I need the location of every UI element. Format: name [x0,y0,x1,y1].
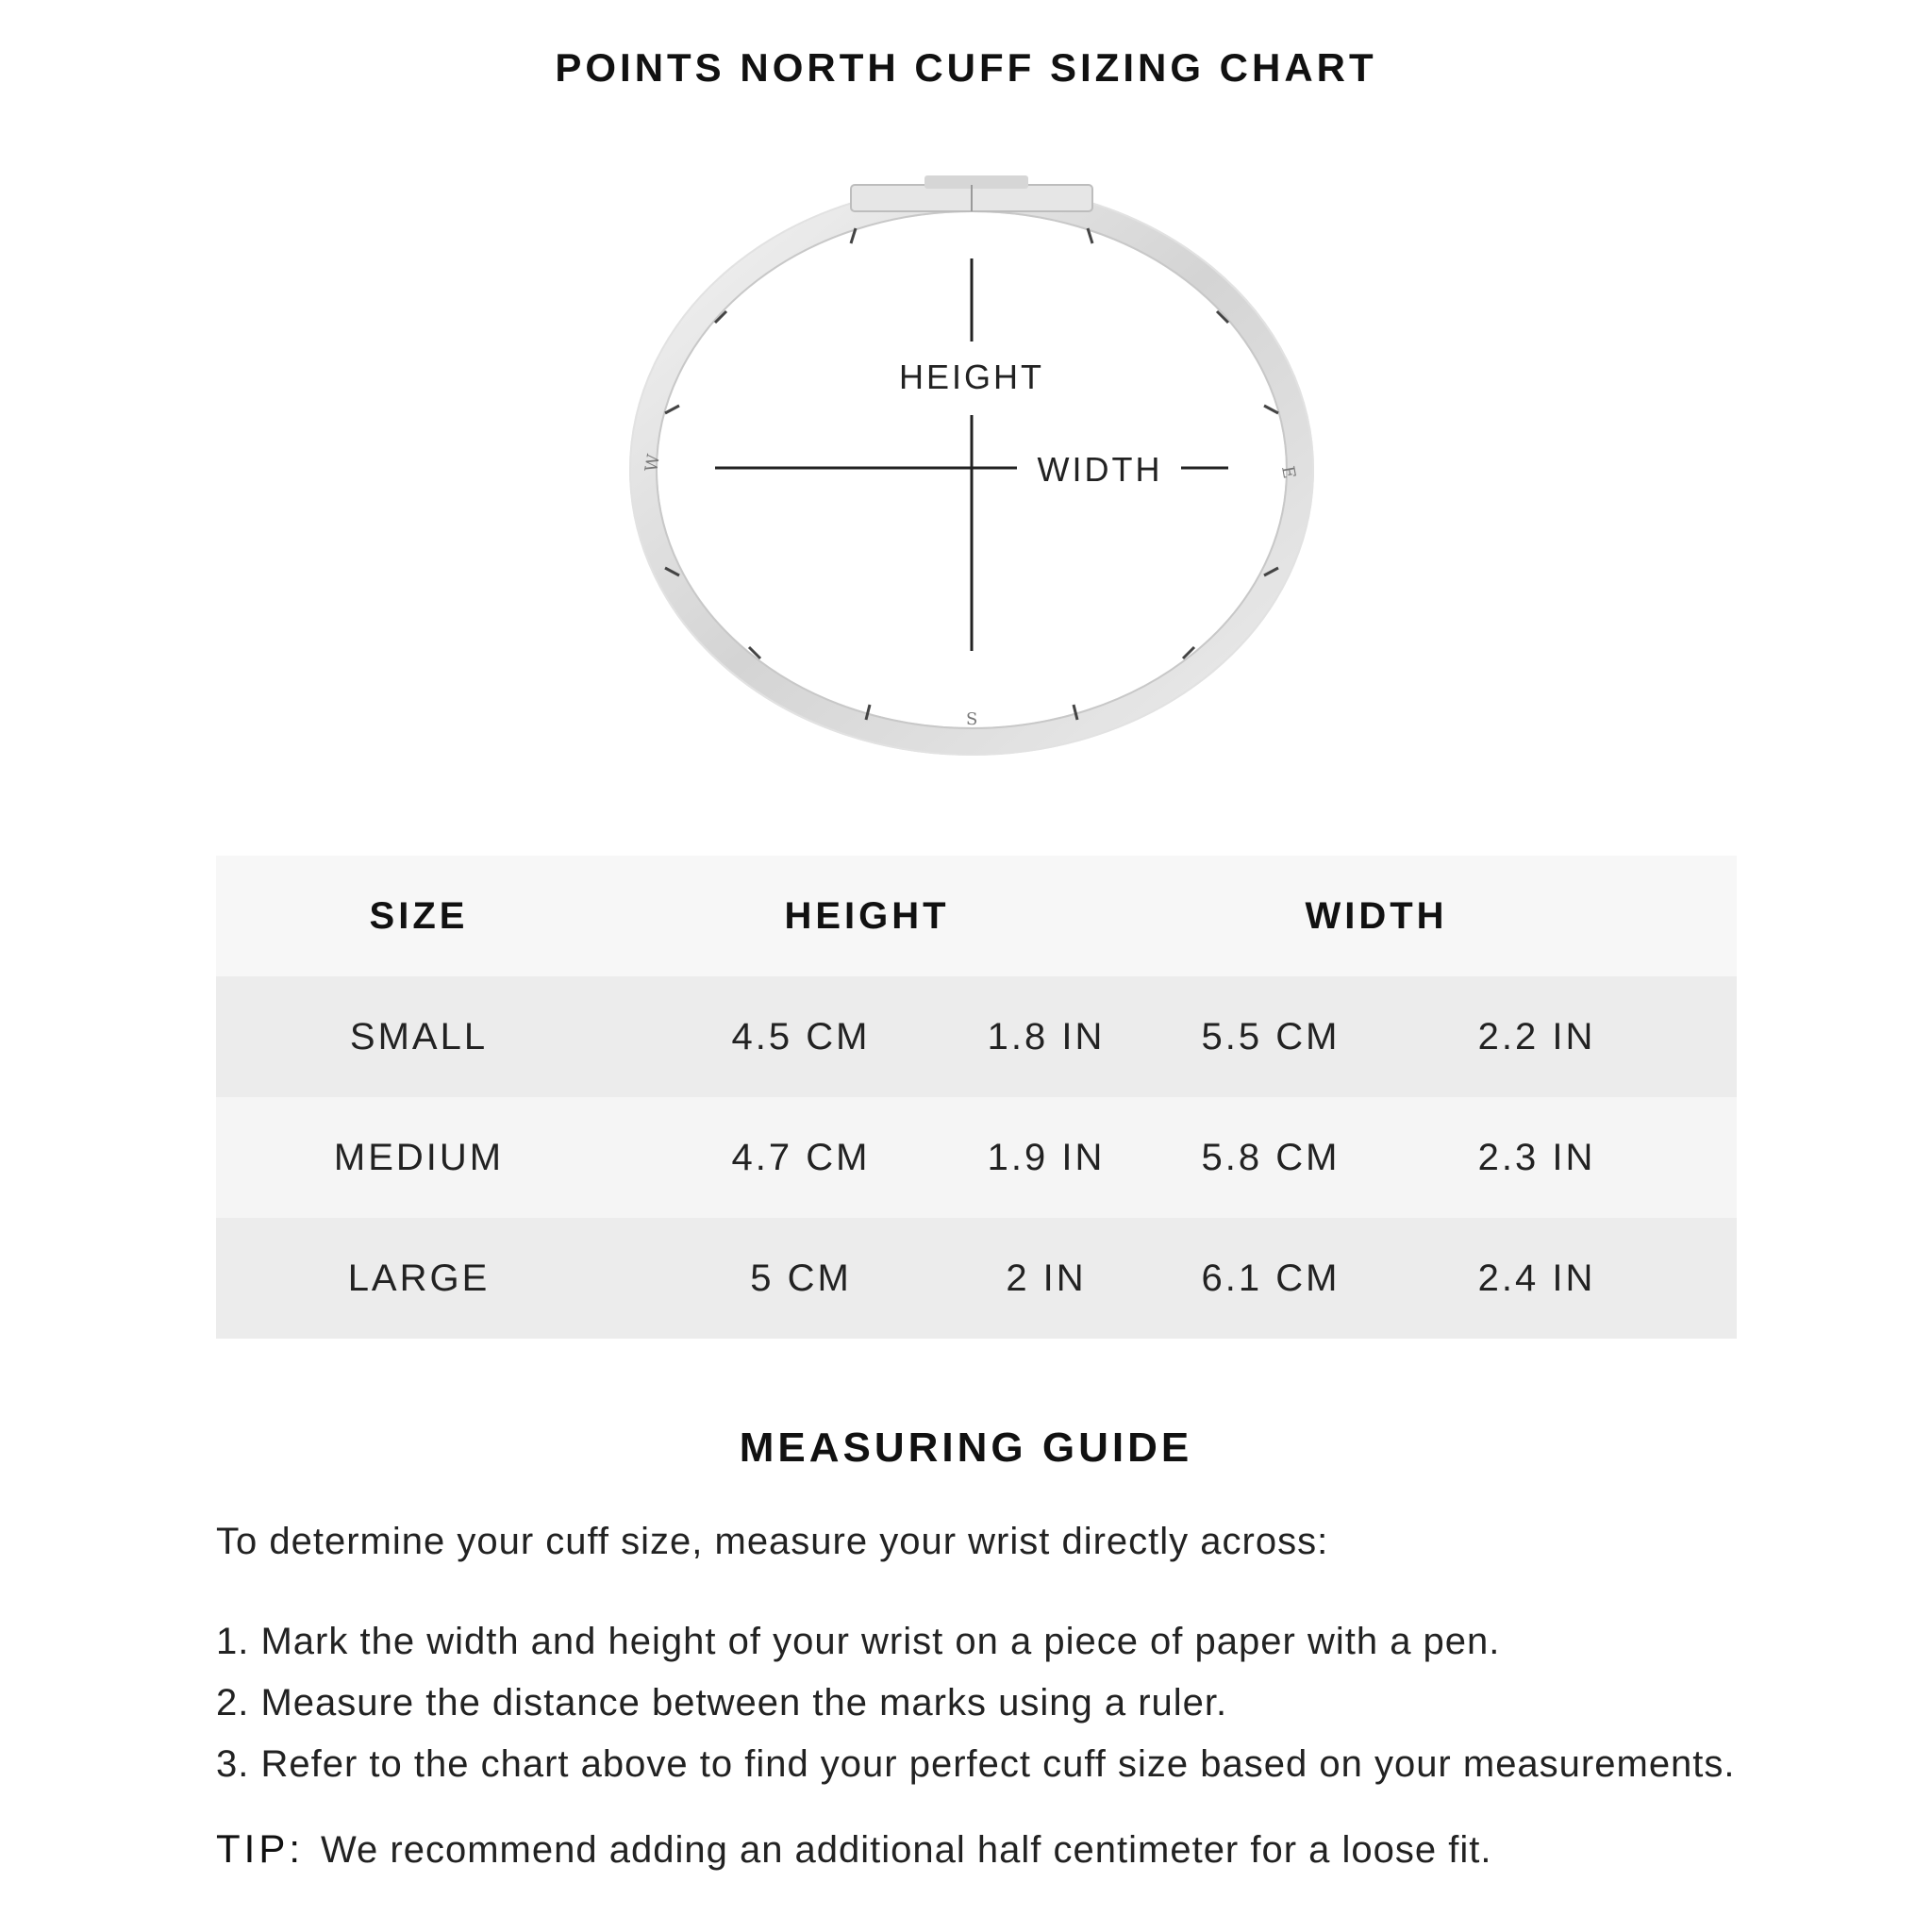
tip-label: TIP: [216,1826,305,1871]
table-row [216,1097,1737,1218]
height-in-cell: 1.9 IN [987,1137,1106,1178]
width-in-cell: 2.3 IN [1477,1137,1596,1178]
width-in-cell: 2.4 IN [1477,1257,1596,1299]
height-cm-cell: 4.5 CM [731,1016,871,1058]
guide-step: 3. Refer to the chart above to find your perfect cuff size based on your measurements. [216,1743,1736,1785]
cuff-diagram [623,170,1321,774]
cuff-top-gem-area [924,175,1028,189]
header-width: WIDTH [1305,895,1448,937]
guide-intro: To determine your cuff size, measure your wrist directly across: [216,1521,1329,1562]
guide-step: 1. Mark the width and height of your wrist on a piece of paper with a pen. [216,1621,1501,1662]
compass-east: E [1277,464,1300,480]
page-title: POINTS NORTH CUFF SIZING CHART [555,45,1377,90]
width-cm-cell: 6.1 CM [1201,1257,1341,1299]
width-label: WIDTH [1037,450,1163,489]
guide-step: 2. Measure the distance between the marks using a ruler. [216,1682,1228,1724]
table-header-row [216,856,1737,976]
table-row [216,976,1737,1097]
height-in-cell: 2 IN [1006,1257,1087,1299]
height-cm-cell: 5 CM [750,1257,852,1299]
size-cell: LARGE [347,1257,491,1299]
cuff-illustration [623,170,1321,774]
header-size: SIZE [369,895,469,937]
size-cell: MEDIUM [333,1137,505,1178]
guide-steps [216,1611,1820,1795]
height-in-cell: 1.8 IN [987,1016,1106,1058]
height-cm-cell: 4.7 CM [731,1137,871,1178]
measuring-guide-title: MEASURING GUIDE [739,1424,1193,1471]
table-row [216,1218,1737,1339]
compass-west: W [641,453,665,474]
width-in-cell: 2.2 IN [1477,1016,1596,1058]
header-height: HEIGHT [784,895,950,937]
sizing-table [216,856,1737,1339]
width-cm-cell: 5.5 CM [1201,1016,1341,1058]
width-cm-cell: 5.8 CM [1201,1137,1341,1178]
compass-south: S [966,709,978,729]
height-label: HEIGHT [898,358,1045,396]
size-cell: SMALL [349,1016,489,1058]
tip-text: We recommend adding an additional half centimeter for a loose fit. [321,1829,1492,1871]
tip [216,1826,1491,1872]
